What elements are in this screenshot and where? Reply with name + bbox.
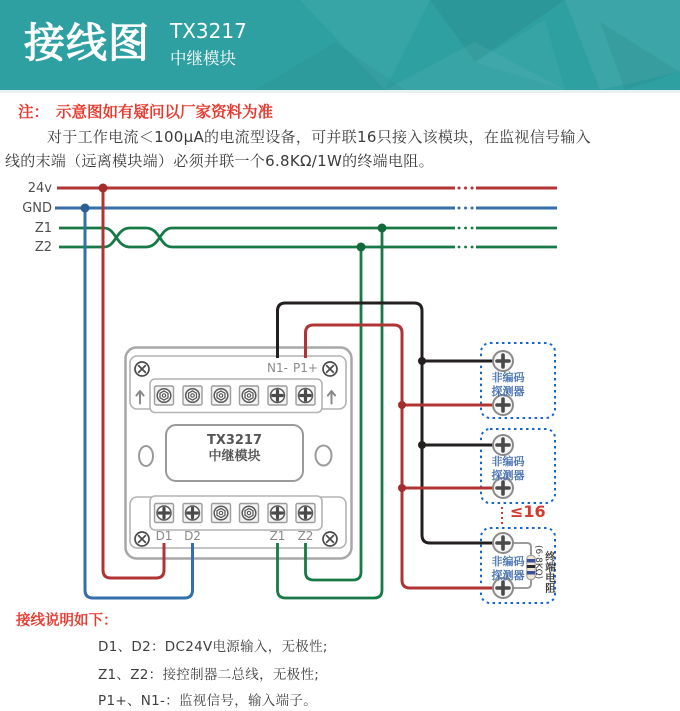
terminal-label-d1: D1 xyxy=(155,529,173,543)
bus-label-gnd: GND xyxy=(22,200,52,216)
bus-line-z2 xyxy=(59,228,557,247)
mounting-hole-left xyxy=(139,446,153,466)
terminal-d1-icon xyxy=(155,504,174,523)
resistor-value-label: (6·8KΩ) xyxy=(533,545,543,580)
terminal-p1-icon xyxy=(296,386,315,405)
page-title: 接线图 xyxy=(24,19,150,67)
bus-label-z1: Z1 xyxy=(34,220,52,236)
terminal-n1-icon xyxy=(268,386,287,405)
note-prefix: 注： xyxy=(18,103,50,121)
product-name: 中继模块 xyxy=(170,49,236,68)
bus-line-z1 xyxy=(59,228,557,247)
terminal-hex-icon xyxy=(240,386,259,405)
detector-terminal-icon xyxy=(493,395,513,415)
module-nameplate-text xyxy=(166,433,303,464)
terminal-z1-icon xyxy=(268,504,287,523)
twisted-pair-z1 xyxy=(59,228,455,247)
terminal-z2-icon xyxy=(296,504,315,523)
detector-terminal-icon xyxy=(493,533,513,553)
note-body-line2: 线的末端（远离模块端）必须并联一个6.8KΩ/1W的终端电阻。 xyxy=(5,152,434,170)
module-type: 中继模块 xyxy=(208,448,261,464)
terminal-hex-icon xyxy=(240,504,259,523)
terminal-hex-icon xyxy=(183,386,202,405)
detector-count-limit: ≤16 xyxy=(510,502,546,521)
terminal-label-z2: Z2 xyxy=(297,529,314,543)
mounting-hole-right xyxy=(316,446,332,466)
resistor-name-label: 终端电阻 xyxy=(544,551,556,593)
module-model: TX3217 xyxy=(206,433,263,448)
instruction-item-d: D1、D2：DC24V电源输入，无极性; xyxy=(98,639,328,655)
instructions-title: 接线说明如下： xyxy=(16,613,118,629)
twisted-pair-z2 xyxy=(59,228,455,247)
terminal-label-z1: Z1 xyxy=(269,529,286,543)
note-body-line1: 对于工作电流＜100μA的电流型设备，可并联16只接入该模块，在监视信号输入 xyxy=(47,128,591,146)
screw-icon xyxy=(135,362,149,376)
bus-label-24v: 24v xyxy=(27,180,52,196)
terminal-hex-icon xyxy=(155,386,174,405)
terminal-d2-icon xyxy=(183,504,202,523)
detector-1-label: 非编码 探测器 xyxy=(491,371,525,398)
terminal-label-n1: N1- xyxy=(267,361,288,375)
terminal-hex-icon xyxy=(212,386,231,405)
terminal-label-p1: P1+ xyxy=(293,361,318,375)
terminal-hex-icon xyxy=(212,504,231,523)
bus-label-z2: Z2 xyxy=(34,239,52,255)
note-warning: 示意图如有疑问以厂家资料为准 xyxy=(56,103,274,121)
product-model: TX3217 xyxy=(170,19,247,43)
instruction-item-p: P1+、N1-：监视信号，输入端子。 xyxy=(98,693,317,709)
instruction-item-z: Z1、Z2：接控制器二总线，无极性; xyxy=(98,667,320,683)
detector-3-label: 非编码 探测器 xyxy=(491,555,525,582)
detector-2-label: 非编码 探测器 xyxy=(491,455,525,482)
terminal-label-d2: D2 xyxy=(184,529,201,543)
detector-terminal-icon xyxy=(493,435,513,455)
detector-terminal-icon xyxy=(493,351,513,371)
